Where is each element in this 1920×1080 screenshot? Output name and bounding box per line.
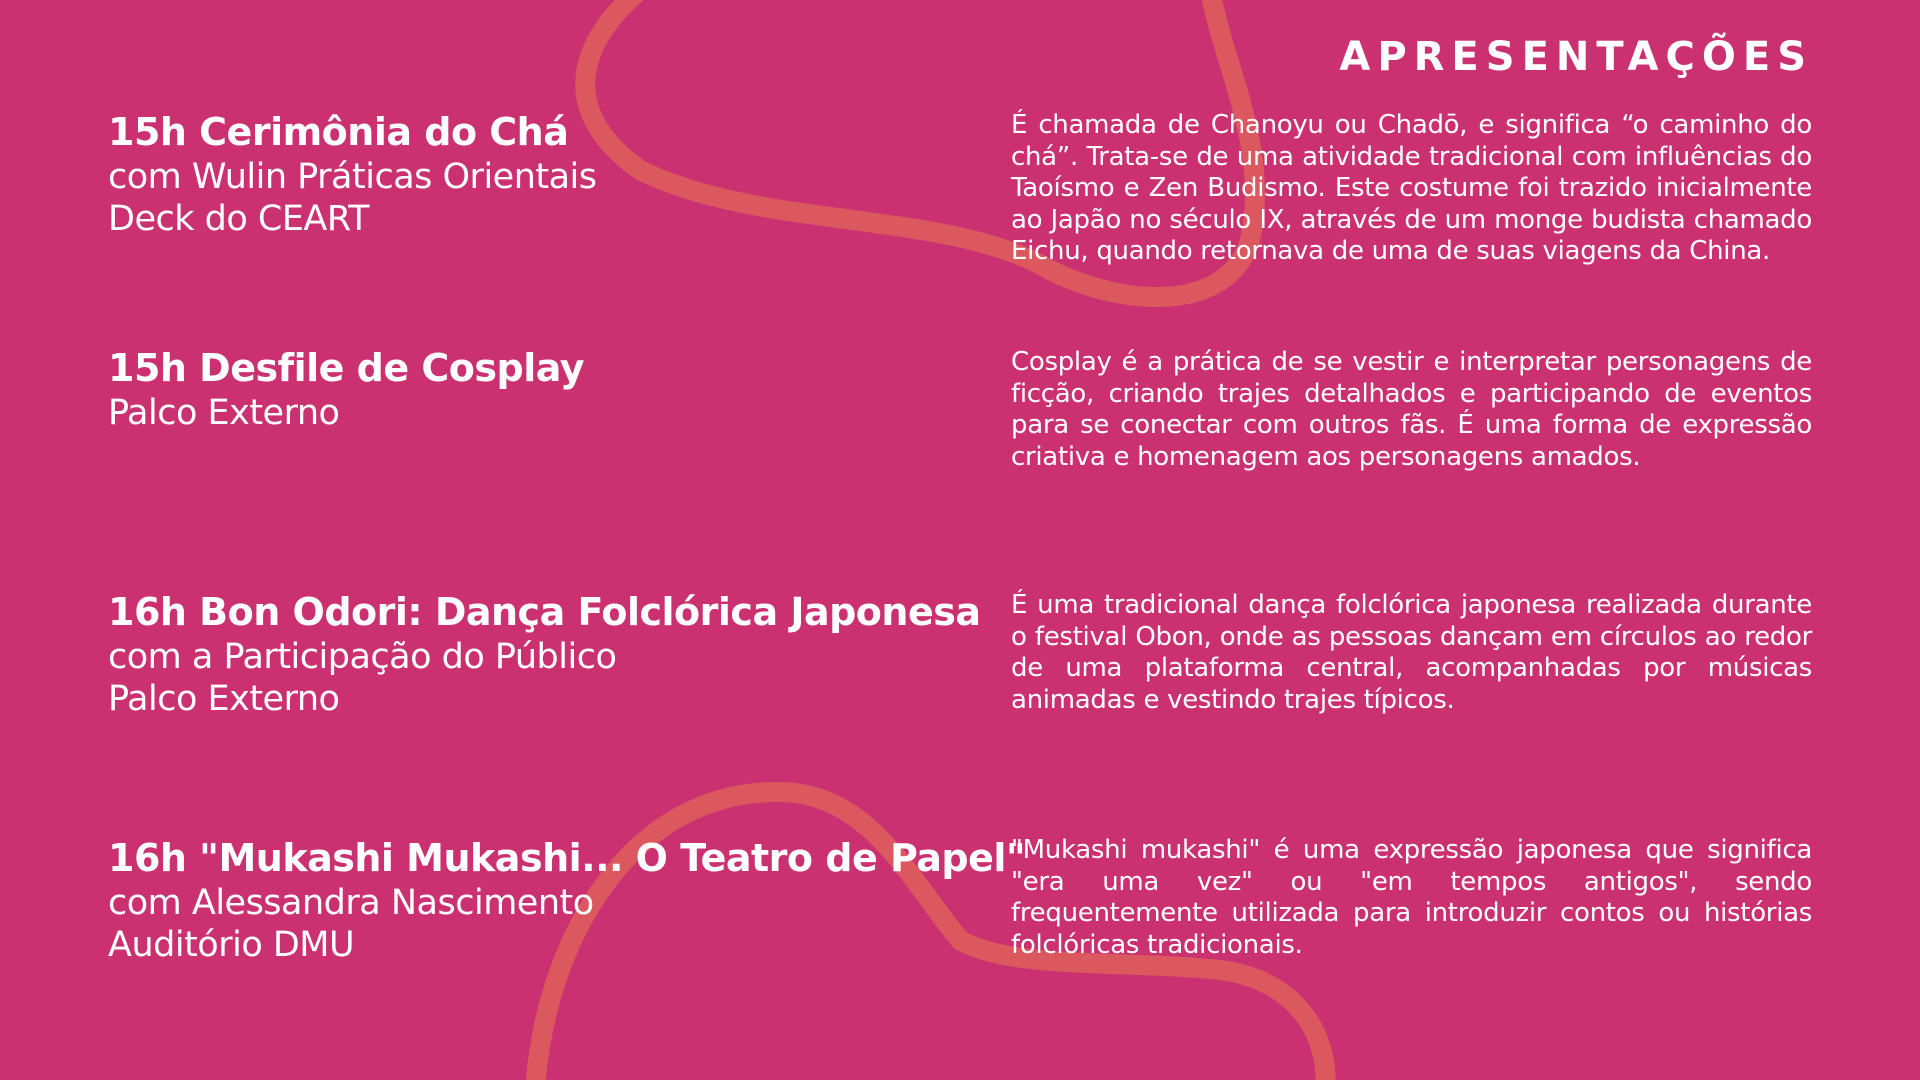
event-title: 16h Bon Odori: Dança Folclórica Japonesa — [108, 590, 981, 634]
event-host: com Alessandra Nascimento — [108, 883, 594, 923]
event-description-bon-odori: É uma tradicional dança folclórica japonesa realizada durante o festival Obon, onde as pessoas dançam em círculos ao redor de uma plataforma central, acompanhadas por músicas animadas e vestindo trajes típicos. — [1011, 590, 1812, 715]
event-bon-odori — [108, 588, 988, 720]
event-title: 15h Cerimônia do Chá — [108, 110, 569, 154]
event-host: com Wulin Práticas Orientais — [108, 157, 597, 197]
event-title: 15h Desfile de Cosplay — [108, 346, 584, 390]
event-venue: Palco Externo — [108, 679, 340, 719]
event-venue: Palco Externo — [108, 393, 340, 433]
event-description-cerimonia-do-cha: É chamada de Chanoyu ou Chadō, e significa “o caminho do chá”. Trata-se de uma atividade tradicional com influências do Taoísmo e Zen Budismo. Este costume foi trazido inicialmente ao Japão no século IX, através de um monge budista chamado Eichu, quando retornava de uma de suas viagens da China. — [1011, 110, 1812, 266]
event-description-desfile-de-cosplay: Cosplay é a prática de se vestir e interpretar personagens de ficção, criando trajes detalhados e participando de eventos para se conectar com outros fãs. É uma forma de expressão criativa e homenagem aos personagens amados. — [1011, 347, 1812, 472]
event-venue: Auditório DMU — [108, 925, 355, 965]
event-desfile-de-cosplay — [108, 344, 988, 434]
event-title: 16h "Mukashi Mukashi... O Teatro de Papel" — [108, 836, 1026, 880]
event-description-mukashi-mukashi: "Mukashi mukashi" é uma expressão japonesa que significa "era uma vez" ou "em tempos antigos", sendo frequentemente utilizada para introduzir contos ou histórias folclóricas tradicionais. — [1011, 835, 1812, 960]
event-host: com a Participação do Público — [108, 637, 617, 677]
event-venue: Deck do CEART — [108, 199, 370, 239]
event-cerimonia-do-cha — [108, 108, 988, 240]
page-heading: APRESENTAÇÕES — [1339, 34, 1813, 80]
event-mukashi-mukashi — [108, 834, 1026, 966]
